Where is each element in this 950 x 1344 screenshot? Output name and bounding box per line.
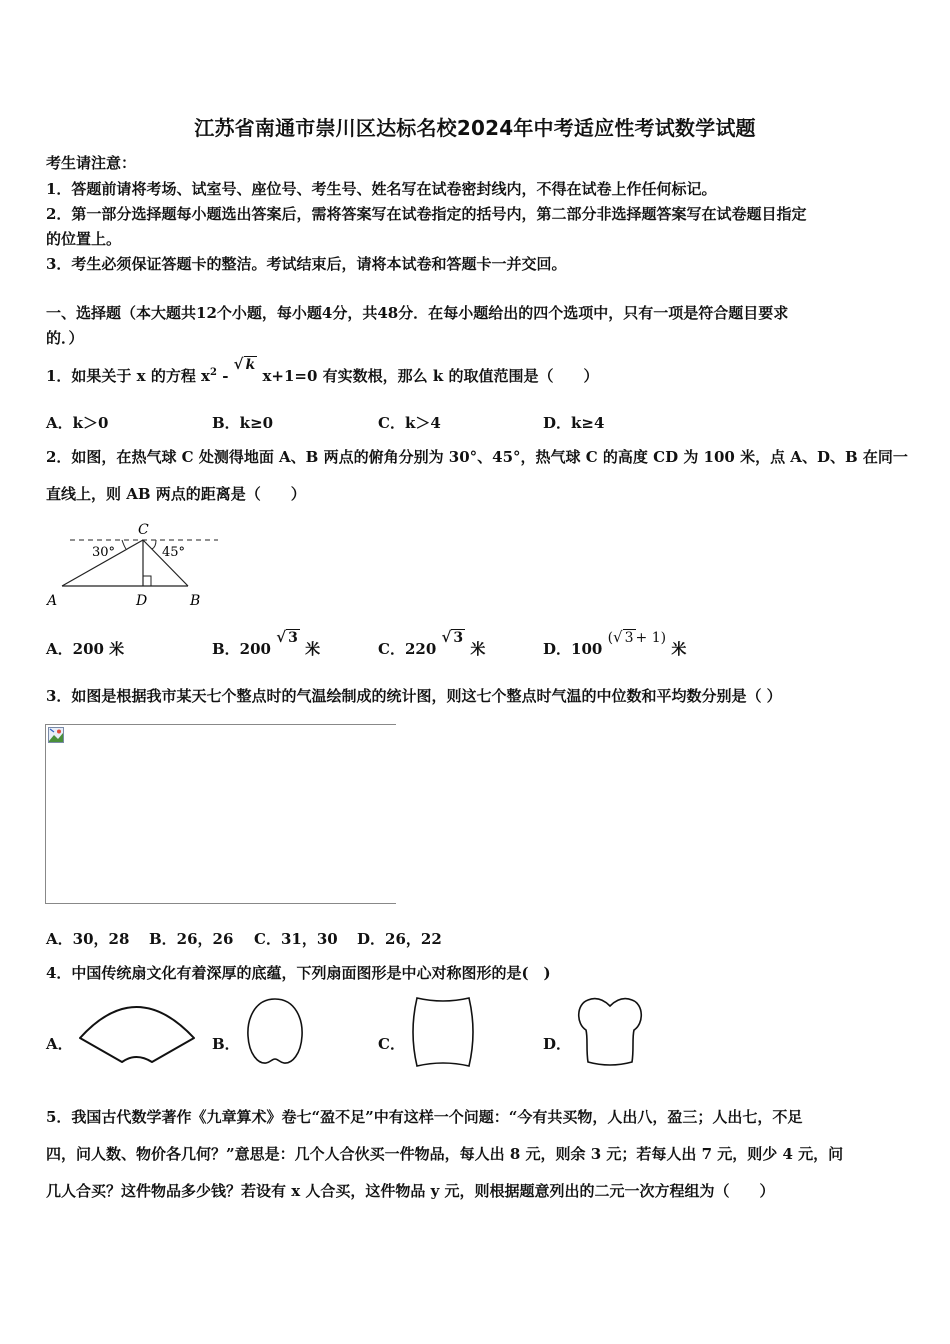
sqrt-3: √ 3	[613, 628, 634, 646]
section-heading: 一、选择题（本大题共12个小题，每小题4分，共48分．在每小题给出的四个选项中，只有一项是符合题目要求	[46, 304, 789, 322]
notice-heading: 考生请注意：	[46, 154, 137, 172]
angle-45-label: 45°	[162, 545, 186, 560]
notice-item: 1．答题前请将考场、试室号、座位号、考生号、姓名写在试卷密封线内，不得在试卷上作任何标记。	[46, 180, 717, 198]
question-4-stem: 4．中国传统扇文化有着深厚的底蕴，下列扇面图形是中心对称图形的是( )	[46, 964, 551, 982]
fan-shape-c[interactable]	[407, 994, 479, 1072]
sqrt-k: √ k	[233, 355, 256, 373]
question-2-stem-cont: 直线上，则 AB 两点的距离是（ ）	[46, 485, 306, 503]
sqrt-3: √ 3	[276, 628, 298, 646]
question-5-stem-cont: 四，问人数、物价各几何？”意思是：几个人合伙买一件物品，每人出 8 元，则余 3 元；若每人出 7 元，则少 4 元，问	[46, 1145, 844, 1163]
angle-30-label: 30°	[92, 545, 116, 560]
temperature-chart-placeholder	[45, 724, 396, 904]
option-a[interactable]: A．30，28	[46, 930, 130, 948]
option-b[interactable]: B．26，26	[149, 930, 234, 948]
fan-shape-b[interactable]	[244, 996, 306, 1068]
notice-item: 3．考生必须保证答题卡的整洁。考试结束后，请将本试卷和答题卡一并交回。	[46, 255, 567, 273]
question-3-stem: 3．如图是根据我市某天七个整点时的气温绘制成的统计图，则这七个整点时气温的中位数和平均数分别是（ ）	[46, 687, 782, 705]
notice-item: 的位置上。	[46, 230, 122, 248]
option-a[interactable]: A．200 米	[46, 640, 125, 658]
fan-shape-d[interactable]	[574, 994, 646, 1070]
broken-image-icon	[48, 727, 64, 743]
notice-item: 2．第一部分选择题每小题选出答案后，需将答案写在试卷指定的括号内，第二部分非选择题答案写在试卷题目指定	[46, 205, 807, 223]
option-c[interactable]: C．220 √ 3 米	[378, 628, 486, 658]
option-a[interactable]: A．	[46, 1035, 73, 1053]
section-heading-cont: 的．）	[46, 329, 84, 347]
page-title: 江苏省南通市崇川区达标名校2024年中考适应性考试数学试题	[194, 116, 756, 140]
question-5-stem: 5．我国古代数学著作《九章算术》卷七“盈不足”中有这样一个问题：“今有共买物，人出八，盈三；人出七，不足	[46, 1108, 803, 1126]
option-c[interactable]: C．k＞4	[378, 414, 441, 432]
option-d[interactable]: D．100 (√ 3 + 1) 米	[543, 628, 687, 658]
sqrt-3: √ 3	[441, 628, 464, 646]
option-c[interactable]: C．	[378, 1035, 405, 1053]
option-d[interactable]: D．k≥4	[543, 414, 605, 432]
option-d[interactable]: D．26，22	[357, 930, 442, 948]
question-5-stem-cont: 几人合买？这件物品多少钱？若设有 x 人合买，这件物品 y 元，则根据题意列出的二元一次方程组为（ ）	[46, 1182, 775, 1200]
question-2-stem: 2．如图，在热气球 C 处测得地面 A、B 两点的俯角分别为 30°、45°，热气球 C 的高度 CD 为 100 米，点 A、D、B 在同一	[46, 448, 908, 466]
point-b-label: B	[190, 593, 201, 609]
point-d-label: D	[136, 593, 148, 609]
option-b[interactable]: B．k≥0	[212, 414, 274, 432]
point-a-label: A	[47, 593, 58, 609]
option-c[interactable]: C．31，30	[254, 930, 338, 948]
option-b[interactable]: B．200 √ 3 米	[212, 628, 321, 658]
balloon-figure	[40, 518, 220, 610]
option-d[interactable]: D．	[543, 1035, 572, 1053]
fan-shape-a[interactable]	[78, 998, 198, 1066]
option-b[interactable]: B．	[212, 1035, 240, 1053]
question-1-stem: 1．如果关于 x 的方程 $x^2$ - √ k x+1=0 有实数根，那么 k 的取值范围是（ ）	[46, 355, 599, 385]
option-a[interactable]: A．k＞0	[46, 414, 109, 432]
point-c-label: C	[138, 522, 149, 538]
